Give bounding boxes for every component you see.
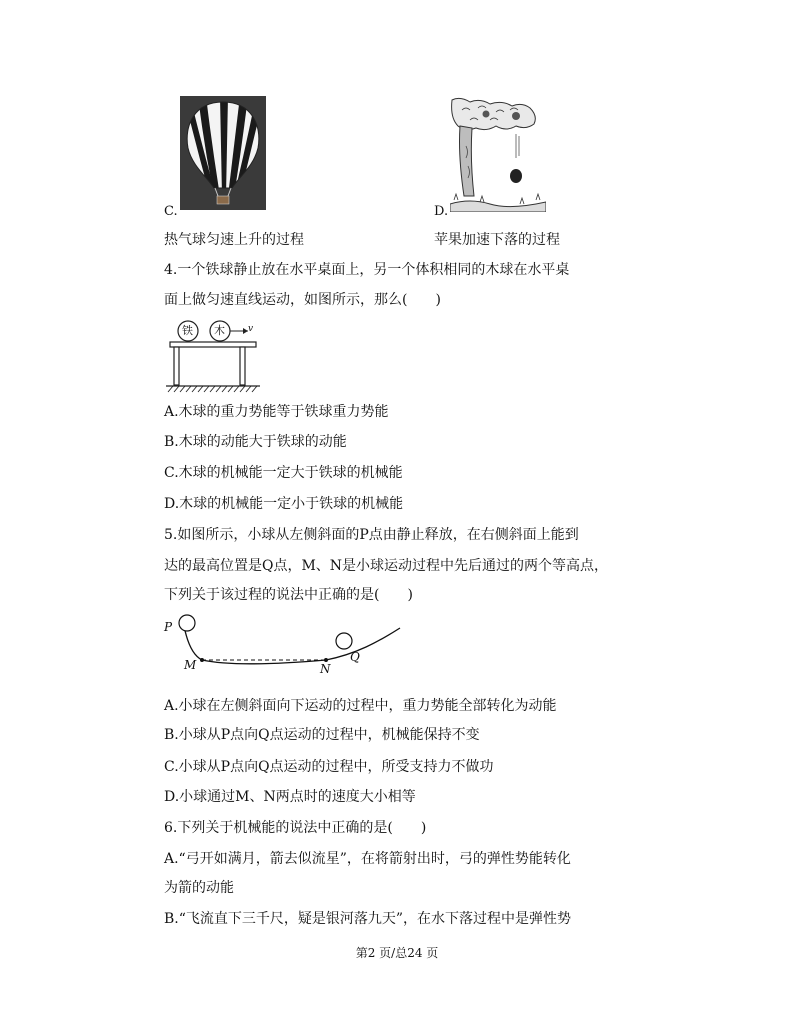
q6-option-b-line1: B.“飞流直下三千尺，疑是银河落九天”，在水下落过程中是弹性势 (164, 911, 572, 927)
wood-ball-label: 木 (214, 324, 225, 337)
q5-option-c: C.小球从P点向Q点运动的过程中，所受支持力不做功 (164, 759, 494, 775)
q6-option-a-line2: 为箭的动能 (164, 880, 234, 896)
label-n: N (320, 662, 331, 676)
q4-option-a: A.木球的重力势能等于铁球重力势能 (164, 404, 389, 420)
q4-option-c: C.木球的机械能一定大于铁球的机械能 (164, 465, 403, 481)
ball-at-p (179, 615, 195, 631)
option-d-label: D. (434, 204, 449, 219)
q4-table-figure (164, 318, 264, 394)
point-m (200, 658, 204, 662)
q5-option-d: D.小球通过M、N两点时的速度大小相等 (164, 789, 416, 805)
label-m: M (184, 658, 197, 672)
q5-track-figure (160, 612, 410, 680)
velocity-label: v (248, 324, 254, 334)
q4-stem-line1: 4.一个铁球静止放在水平桌面上，另一个体积相同的木球在水平桌 (164, 262, 570, 278)
q5-option-a: A.小球在左侧斜面向下运动的过程中，重力势能全部转化为动能 (164, 698, 557, 714)
label-p: P (164, 620, 173, 634)
q6-stem: 6.下列关于机械能的说法中正确的是( ) (164, 820, 427, 836)
option-d-text: 苹果加速下落的过程 (434, 232, 560, 248)
q6-option-a-line1: A.“弓开如满月，箭去似流星”，在将箭射出时，弓的弹性势能转化 (164, 851, 571, 867)
apple-tree-image (450, 96, 546, 212)
option-c-text: 热气球匀速上升的过程 (164, 232, 304, 248)
page-footer: 第2 页/总24 页 (355, 946, 439, 960)
q4-option-d: D.木球的机械能一定小于铁球的机械能 (164, 496, 404, 512)
q5-option-b: B.小球从P点向Q点运动的过程中，机械能保持不变 (164, 727, 480, 743)
q5-stem-line1: 5.如图所示，小球从左侧斜面的P点由静止释放，在右侧斜面上能到 (164, 527, 579, 543)
ball-at-q (336, 633, 352, 649)
q4-stem-line2: 面上做匀速直线运动，如图所示，那么( ) (164, 292, 441, 308)
hot-air-balloon-image (180, 96, 266, 210)
q5-stem-line3: 下列关于该过程的说法中正确的是( ) (164, 587, 413, 603)
q5-stem-line2: 达的最高位置是Q点，M、N是小球运动过程中先后通过的两个等高点， (164, 558, 609, 574)
label-q: Q (350, 650, 360, 664)
option-c-label: C. (164, 204, 178, 219)
q4-option-b: B.木球的动能大于铁球的动能 (164, 434, 347, 450)
iron-ball-label: 铁 (182, 324, 193, 337)
